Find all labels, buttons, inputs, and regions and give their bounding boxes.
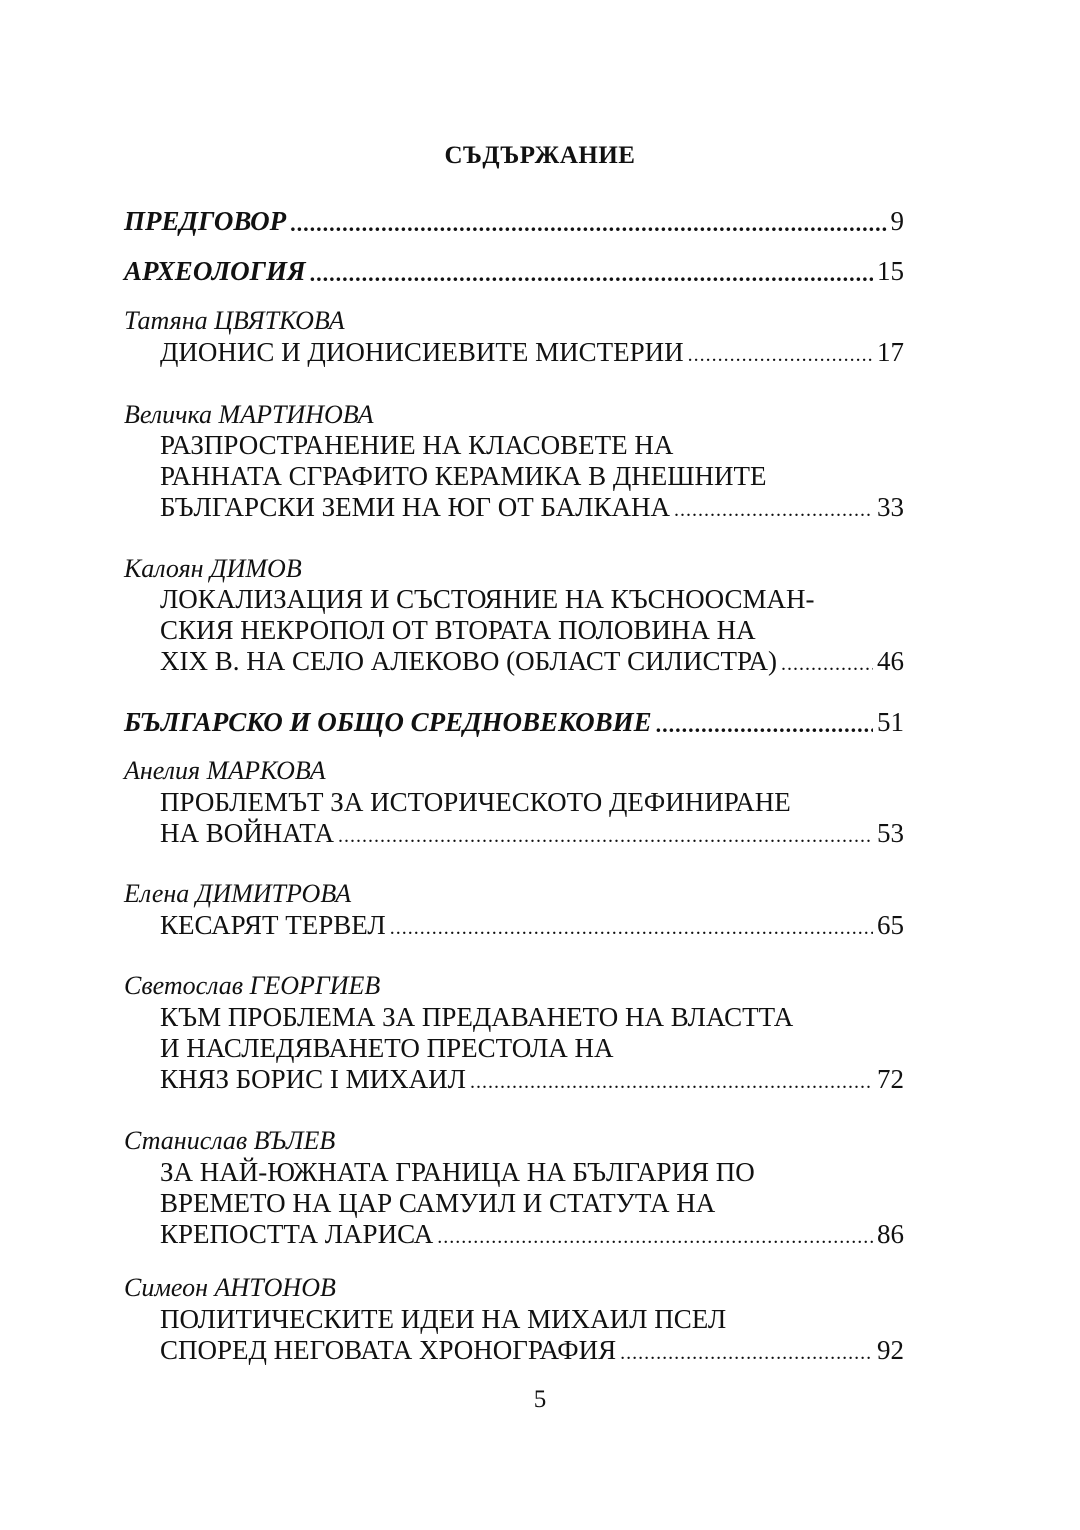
entry-page-number: 65 bbox=[877, 910, 904, 940]
toc-entry[interactable] bbox=[160, 335, 904, 369]
entry-title-line: БЪЛГАРСКИ ЗЕМИ НА ЮГ ОТ БАЛКАНА bbox=[160, 492, 670, 522]
entry-title-line: XIX В. НА СЕЛО АЛЕКОВО (ОБЛАСТ СИЛИСТРА) bbox=[160, 646, 778, 676]
entry-page-number: 17 bbox=[877, 337, 904, 367]
entry-page-number: 72 bbox=[877, 1064, 904, 1094]
entry-author: Светослав ГЕОРГИЕВ bbox=[124, 971, 381, 1000]
entry-author: Анелия МАРКОВА bbox=[124, 756, 326, 785]
toc-entry[interactable] bbox=[160, 490, 904, 524]
section-page-number: 9 bbox=[890, 206, 904, 236]
entry-author: Величка МАРТИНОВА bbox=[124, 400, 374, 429]
toc-entry[interactable] bbox=[160, 1217, 904, 1251]
entry-title-line: ЗА НАЙ-ЮЖНАТА ГРАНИЦА НА БЪЛГАРИЯ ПО bbox=[160, 1157, 755, 1187]
entry-title-line: НА ВОЙНАТА bbox=[160, 818, 335, 848]
page-title: СЪДЪРЖАНИЕ bbox=[444, 142, 636, 169]
toc-section-preface[interactable] bbox=[124, 204, 904, 238]
dot-leader bbox=[390, 908, 873, 942]
entry-page-number: 33 bbox=[877, 492, 904, 522]
entry-title-line: ПРОБЛЕМЪТ ЗА ИСТОРИЧЕСКОТО ДЕФИНИРАНЕ bbox=[160, 787, 791, 817]
entry-title-line: КНЯЗ БОРИС І МИХАИЛ bbox=[160, 1064, 466, 1094]
section-label: ПРЕДГОВОР bbox=[124, 206, 287, 236]
toc-entry[interactable] bbox=[160, 1062, 904, 1096]
entry-title-line: РАННАТА СГРАФИТО КЕРАМИКА В ДНЕШНИТЕ bbox=[160, 461, 767, 491]
entry-title-line: ДИОНИС И ДИОНИСИЕВИТЕ МИСТЕРИИ bbox=[160, 337, 684, 367]
entry-page-number: 46 bbox=[877, 646, 904, 676]
section-page-number: 51 bbox=[877, 707, 904, 737]
page-number: 5 bbox=[533, 1386, 547, 1413]
entry-title-line: ВРЕМЕТО НА ЦАР САМУИЛ И СТАТУТА НА bbox=[160, 1188, 716, 1218]
dot-leader bbox=[656, 705, 873, 739]
entry-title-line: ПОЛИТИЧЕСКИТЕ ИДЕИ НА МИХАИЛ ПСЕЛ bbox=[160, 1304, 727, 1334]
entry-page-number: 92 bbox=[877, 1335, 904, 1365]
section-label: БЪЛГАРСКО И ОБЩО СРЕДНОВЕКОВИЕ bbox=[124, 707, 652, 737]
entry-title-line: КЪМ ПРОБЛЕМА ЗА ПРЕДАВАНЕТО НА ВЛАСТТА bbox=[160, 1002, 794, 1032]
dot-leader bbox=[674, 490, 873, 524]
dot-leader bbox=[437, 1217, 873, 1251]
entry-author: Елена ДИМИТРОВА bbox=[124, 879, 352, 908]
section-page-number: 15 bbox=[877, 256, 904, 286]
entry-title-line: КРЕПОСТТА ЛАРИСА bbox=[160, 1219, 434, 1249]
dot-leader bbox=[620, 1333, 873, 1367]
entry-author: Симеон АНТОНОВ bbox=[124, 1273, 336, 1302]
toc-entry[interactable] bbox=[160, 816, 904, 850]
toc-section-archaeology[interactable] bbox=[124, 254, 904, 288]
dot-leader bbox=[290, 204, 886, 238]
dot-leader bbox=[338, 816, 873, 850]
entry-page-number: 53 bbox=[877, 818, 904, 848]
entry-author: Татяна ЦВЯТКОВА bbox=[124, 306, 345, 335]
dot-leader bbox=[781, 644, 873, 678]
toc-entry[interactable] bbox=[160, 1333, 904, 1367]
entry-title-line: ЛОКАЛИЗАЦИЯ И СЪСТОЯНИЕ НА КЪСНООСМАН- bbox=[160, 584, 815, 614]
entry-title-line: СКИЯ НЕКРОПОЛ ОТ ВТОРАТА ПОЛОВИНА НА bbox=[160, 615, 756, 645]
entry-title-line: КЕСАРЯТ ТЕРВЕЛ bbox=[160, 910, 386, 940]
dot-leader bbox=[688, 335, 873, 369]
toc-entry[interactable] bbox=[160, 908, 904, 942]
section-label: АРХЕОЛОГИЯ bbox=[124, 256, 306, 286]
entry-title-line: СПОРЕД НЕГОВАТА ХРОНОГРАФИЯ bbox=[160, 1335, 617, 1365]
entry-page-number: 86 bbox=[877, 1219, 904, 1249]
entry-title-line: И НАСЛЕДЯВАНЕТО ПРЕСТОЛА НА bbox=[160, 1033, 614, 1063]
toc-entry[interactable] bbox=[160, 644, 904, 678]
dot-leader bbox=[310, 254, 873, 288]
entry-author: Калоян ДИМОВ bbox=[124, 554, 302, 583]
toc-section-medieval[interactable] bbox=[124, 705, 904, 739]
entry-author: Станислав ВЪЛЕВ bbox=[124, 1126, 336, 1155]
entry-title-line: РАЗПРОСТРАНЕНИЕ НА КЛАСОВЕТЕ НА bbox=[160, 430, 674, 460]
dot-leader bbox=[470, 1062, 873, 1096]
